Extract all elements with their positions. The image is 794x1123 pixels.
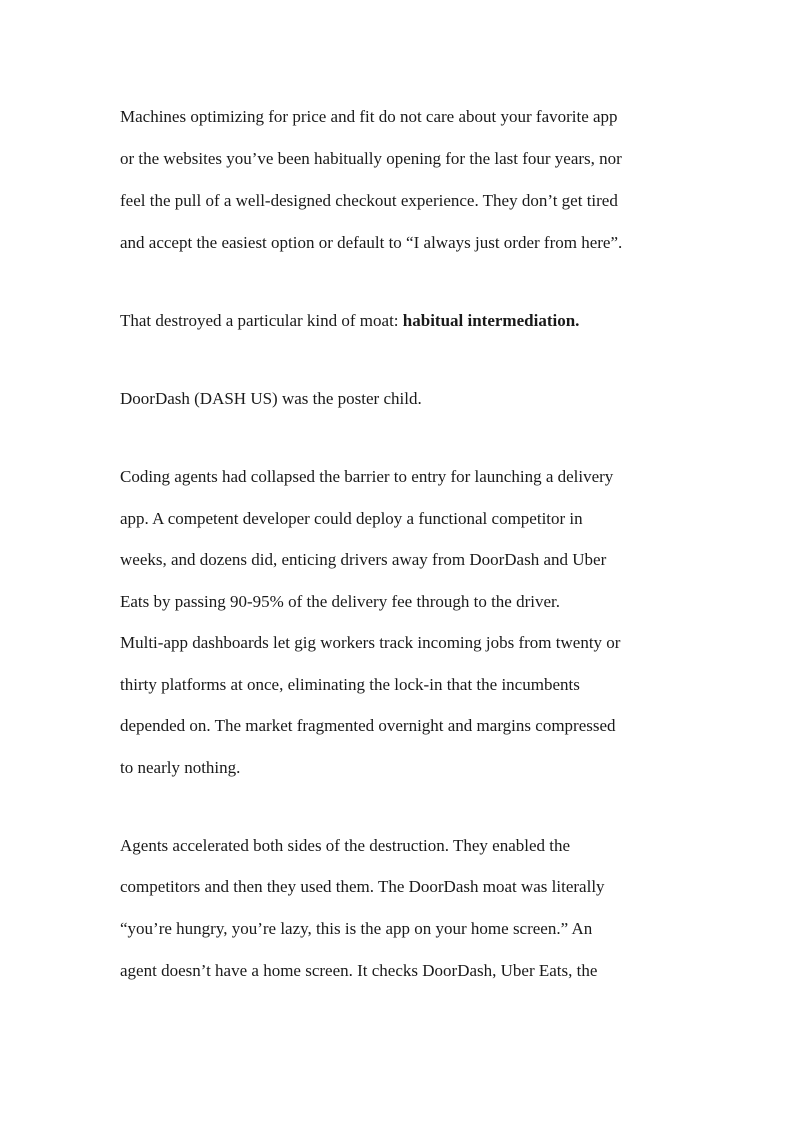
text-line: or the websites you’ve been habitually opening for the last four years, nor — [120, 149, 622, 168]
paragraph-2 — [120, 311, 579, 331]
moat-sentence: That destroyed a particular kind of moat: — [120, 311, 403, 330]
text-line: Multi-app dashboards let gig workers track incoming jobs from twenty or — [120, 633, 621, 652]
text-line: and accept the easiest option or default to “I always just order from here”. — [120, 233, 623, 252]
text-line: Coding agents had collapsed the barrier to entry for launching a delivery — [120, 467, 614, 486]
text-line: depended on. The market fragmented overnight and margins compressed — [120, 716, 616, 735]
text-line: Machines optimizing for price and fit do not care about your favorite app — [120, 107, 618, 126]
text-line: DoorDash (DASH US) was the poster child. — [120, 389, 422, 408]
text-line: app. A competent developer could deploy a functional competitor in — [120, 509, 583, 528]
text-line: agent doesn’t have a home screen. It checks DoorDash, Uber Eats, the — [120, 961, 598, 980]
text-line: thirty platforms at once, eliminating the lock-in that the incumbents — [120, 675, 580, 694]
moat-term-bold: habitual intermediation. — [402, 311, 580, 330]
text-line: Agents accelerated both sides of the destruction. They enabled the — [120, 836, 571, 855]
text-line: Eats by passing 90-95% of the delivery fee through to the driver. — [120, 592, 560, 611]
text-line: to nearly nothing. — [120, 758, 241, 777]
text-line: weeks, and dozens did, enticing drivers away from DoorDash and Uber — [120, 550, 607, 569]
text-line: “you’re hungry, you’re lazy, this is the app on your home screen.” An — [120, 919, 593, 938]
text-line: competitors and then they used them. The DoorDash moat was literally — [120, 877, 605, 896]
text-line: feel the pull of a well-designed checkout experience. They don’t get tired — [120, 191, 618, 210]
